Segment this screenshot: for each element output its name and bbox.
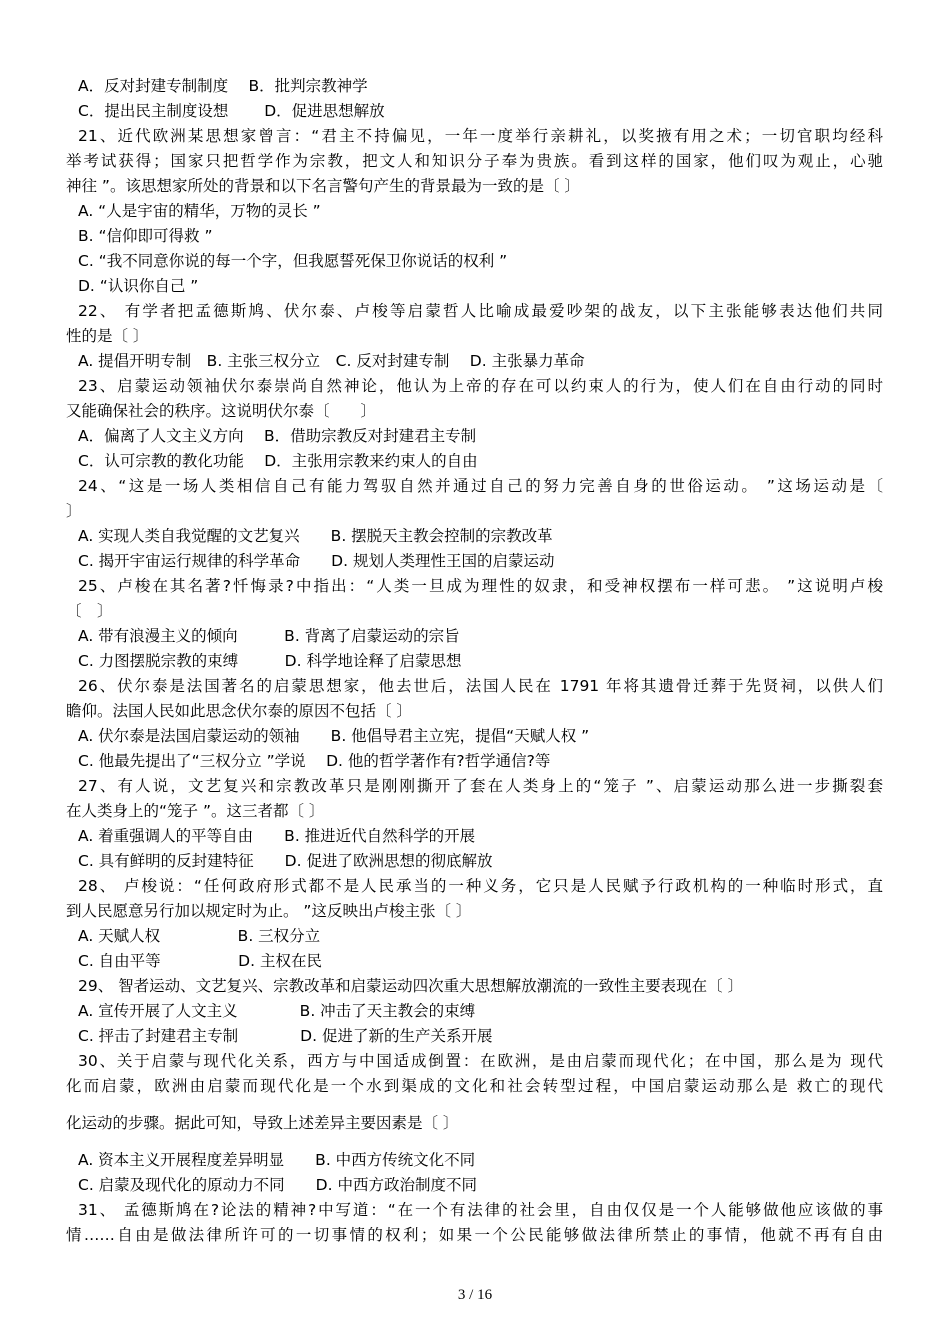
question-21-cont: 神往 ”。该思想家所处的背景和以下名言警句产生的背景最为一致的是〔 〕 xyxy=(66,177,580,195)
option-line: A. “人是宇宙的精华，万物的灵长 ” xyxy=(78,202,321,220)
option-line: C. 抨击了封建君主专制 D. 促进了新的生产关系开展 xyxy=(78,1027,493,1045)
option-line: C．认可宗教的教化功能 D．主张用宗教来约束人的自由 xyxy=(78,452,478,470)
question-23-cont: 又能确保社会的秩序。这说明伏尔泰〔 〕 xyxy=(66,402,377,420)
question-22-cont: 性的是〔 〕 xyxy=(66,327,149,345)
option-line: C. 揭开宇宙运行规律的科学革命 D. 规划人类理性王国的启蒙运动 xyxy=(78,552,555,570)
option-line: C. 力图摆脱宗教的束缚 D. 科学地诠释了启蒙思想 xyxy=(78,652,462,670)
option-line: A. 资本主义开展程度差异明显 B. 中西方传统文化不同 xyxy=(78,1151,476,1169)
option-line: C. 具有鲜明的反封建特征 D. 促进了欧洲思想的彻底解放 xyxy=(78,852,493,870)
option-line: A. 带有浪漫主义的倾向 B. 背离了启蒙运动的宗旨 xyxy=(78,627,460,645)
option-line: A．反对封建专制制度 B．批判宗教神学 xyxy=(78,77,368,95)
option-line: C. “我不同意你说的每一个字，但我愿誓死保卫你说话的权利 ” xyxy=(78,252,508,270)
question-24: 24、“这是一场人类相信自己有能力驾驭自然并通过自己的努力完善自身的世俗运动。 ”这场运动是〔 xyxy=(78,477,883,495)
option-line: C．提出民主制度设想 D．促进思想解放 xyxy=(78,102,385,120)
question-28: 28、 卢梭说：“任何政府形式都不是人民承当的一种义务，它只是人民赋予行政机构的一种临时形式，直 xyxy=(78,877,883,895)
question-26: 26、伏尔泰是法国著名的启蒙思想家，他去世后，法国人民在 1791 年将其遗骨迁葬于先贤祠，以供人们 xyxy=(78,677,883,695)
option-line: B. “信仰即可得救 ” xyxy=(78,227,213,245)
option-line: C. 启蒙及现代化的原动力不同 D. 中西方政治制度不同 xyxy=(78,1176,477,1194)
page-number: 3 / 16 xyxy=(457,1287,493,1303)
question-31-cont: 情……自由是做法律所许可的一切事情的权利；如果一个公民能够做法律所禁止的事情，他就不再有自由 xyxy=(66,1226,883,1244)
option-line: A. 提倡开明专制 B. 主张三权分立 C. 反对封建专制 D. 主张暴力革命 xyxy=(78,352,585,370)
question-29: 29、 智者运动、文艺复兴、宗教改革和启蒙运动四次重大思想解放潮流的一致性主要表现在〔 〕 xyxy=(78,977,744,995)
option-line: A. 宣传开展了人文主义 B. 冲击了天主教会的束缚 xyxy=(78,1002,476,1020)
question-25-cont: 〔 〕 xyxy=(66,602,113,620)
question-21: 21、近代欧洲某思想家曾言：“君主不持偏见，一年一度举行亲耕礼，以奖掖有用之术；一切官职均经科 xyxy=(78,127,883,145)
question-27: 27、有人说，文艺复兴和宗教改革只是刚刚撕开了套在人类身上的“笼子 ”、启蒙运动那么进一步撕裂套 xyxy=(78,777,883,795)
option-line: A. 天赋人权 B. 三权分立 xyxy=(78,927,321,945)
question-30: 30、关于启蒙与现代化关系，西方与中国适成倒置：在欧洲，是由启蒙而现代化；在中国，那么是为 现代 xyxy=(78,1052,883,1070)
question-28-cont: 到人民愿意另行加以规定时为止。 ”这反映出卢梭主张〔 〕 xyxy=(66,902,472,920)
option-line: A. 实现人类自我觉醒的文艺复兴 B. 摆脱天主教会控制的宗教改革 xyxy=(78,527,553,545)
option-line: A. 着重强调人的平等自由 B. 推进近代自然科学的开展 xyxy=(78,827,476,845)
question-24-cont: 〕 xyxy=(66,502,82,520)
option-line: D. “认识你自己 ” xyxy=(78,277,199,295)
question-26-cont: 瞻仰。法国人民如此思念伏尔泰的原因不包括〔 〕 xyxy=(66,702,412,720)
question-25: 25、卢梭在其名著?忏悔录?中指出：“人类一旦成为理性的奴隶，和受神权摆布一样可悲。 ”这说明卢梭 xyxy=(78,577,883,595)
question-27-cont: 在人类身上的“笼子 ”。这三者都〔 〕 xyxy=(66,802,325,820)
question-21-cont: 举考试获得；国家只把哲学作为宗教，把文人和知识分子奉为贵族。看到这样的国家，他们叹为观止，心驰 xyxy=(66,152,883,170)
document-page xyxy=(66,74,883,1248)
option-line: C. 他最先提出了“三权分立 ”学说 D. 他的哲学著作有?哲学通信?等 xyxy=(78,752,551,770)
option-line: A. 伏尔泰是法国启蒙运动的领袖 B. 他倡导君主立宪，提倡“天赋人权 ” xyxy=(78,727,590,745)
question-31: 31、 孟德斯鸠在?论法的精神?中写道：“在一个有法律的社会里，自由仅仅是一个人能够做他应该做的事 xyxy=(78,1201,883,1219)
question-30-cont: 化而启蒙，欧洲由启蒙而现代化是一个水到渠成的文化和社会转型过程，中国启蒙运动那么是 救亡的现代 xyxy=(66,1077,883,1095)
question-22: 22、 有学者把孟德斯鸠、伏尔泰、卢梭等启蒙哲人比喻成最爱吵架的战友，以下主张能够表达他们共同 xyxy=(78,302,883,320)
option-line: A．偏离了人文主义方向 B．借助宗教反对封建君主专制 xyxy=(78,427,477,445)
option-line: C. 自由平等 D. 主权在民 xyxy=(78,952,322,970)
question-30-cont: 化运动的步骤。据此可知，导致上述差异主要因素是〔 〕 xyxy=(66,1114,459,1132)
question-23: 23、启蒙运动领袖伏尔泰崇尚自然神论，他认为上帝的存在可以约束人的行为，使人们在自由行动的同时 xyxy=(78,377,883,395)
